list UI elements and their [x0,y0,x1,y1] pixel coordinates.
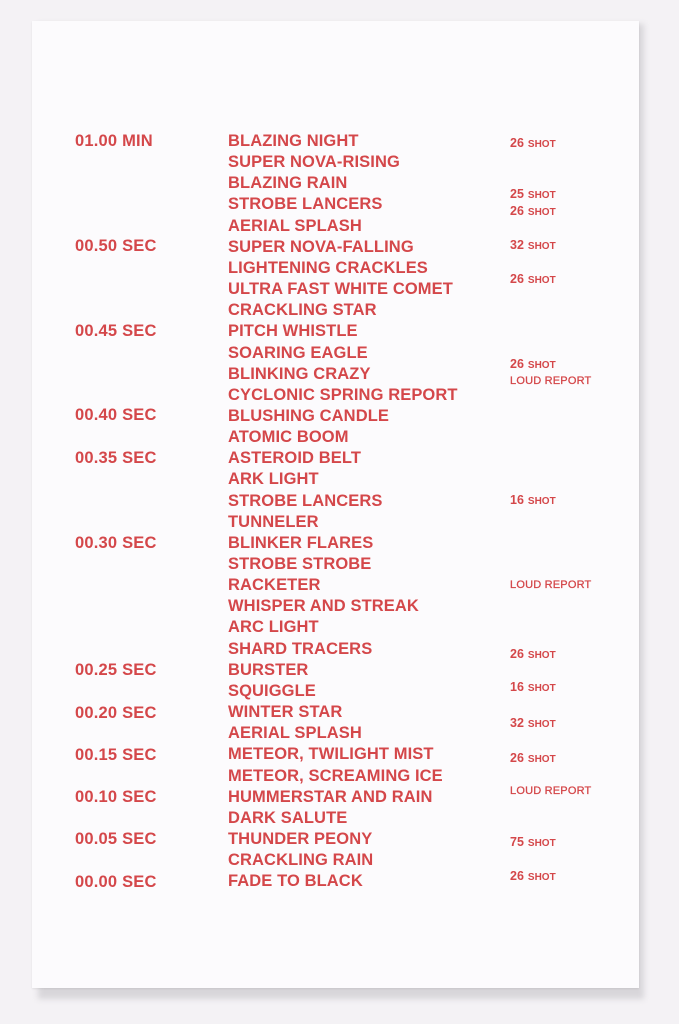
effect-name: DARK SALUTE [228,809,348,827]
shot-count [510,752,556,765]
shot-number: 26 [510,136,524,150]
shot-unit: SHOT [527,719,556,730]
effect-name: SOARING EAGLE [228,344,368,362]
loud-report-note: LOUD REPORT [510,785,592,797]
shot-count [510,870,556,883]
time-label: 00.30 SEC [75,534,157,552]
effect-name: CRACKLING STAR [228,301,377,319]
effect-name: BLAZING NIGHT [228,132,359,150]
shot-number: 26 [510,647,524,661]
effect-name: THUNDER PEONY [228,830,373,848]
shot-count [510,648,556,661]
effect-name: WINTER STAR [228,703,343,721]
shot-unit: SHOT [527,190,556,201]
effect-name: BLINKING CRAZY [228,365,371,383]
shot-number: 75 [510,835,524,849]
effect-name: BLUSHING CANDLE [228,407,389,425]
effect-name: FADE TO BLACK [228,872,363,890]
shot-number: 16 [510,680,524,694]
effect-name: SQUIGGLE [228,682,316,700]
time-label: 00.15 SEC [75,746,157,764]
time-label: 01.00 MIN [75,132,153,150]
shot-number: 25 [510,187,524,201]
shot-count [510,681,556,694]
shot-count [510,494,556,507]
shot-number: 26 [510,357,524,371]
effect-name: SUPER NOVA-FALLING [228,238,414,256]
time-label: 00.45 SEC [75,322,157,340]
effect-name: STROBE LANCERS [228,195,383,213]
time-label: 00.35 SEC [75,449,157,467]
effect-name: ASTEROID BELT [228,449,361,467]
shot-unit: SHOT [527,275,556,286]
shot-count [510,273,556,286]
effect-name: SHARD TRACERS [228,640,373,658]
effect-name: AERIAL SPLASH [228,724,362,742]
effect-name: LIGHTENING CRACKLES [228,259,428,277]
effect-name: METEOR, TWILIGHT MIST [228,745,434,763]
effect-name: BLAZING RAIN [228,174,348,192]
effect-name: BURSTER [228,661,309,679]
time-label: 00.20 SEC [75,704,157,722]
time-label: 00.40 SEC [75,406,157,424]
effect-name: CYCLONIC SPRING REPORT [228,386,458,404]
effect-name: PITCH WHISTLE [228,322,358,340]
effect-name: ARC LIGHT [228,618,319,636]
shot-number: 32 [510,238,524,252]
effect-name: AERIAL SPLASH [228,217,362,235]
shot-number: 26 [510,869,524,883]
effect-name: ARK LIGHT [228,470,319,488]
shot-unit: SHOT [527,650,556,661]
effect-name: TUNNELER [228,513,319,531]
shot-unit: SHOT [527,241,556,252]
shot-count [510,836,556,849]
effect-name: ULTRA FAST WHITE COMET [228,280,453,298]
shot-unit: SHOT [527,360,556,371]
time-label: 00.05 SEC [75,830,157,848]
effect-name: STROBE STROBE [228,555,372,573]
shot-count [510,717,556,730]
effect-name: CRACKLING RAIN [228,851,374,869]
effect-name: STROBE LANCERS [228,492,383,510]
time-label: 00.50 SEC [75,237,157,255]
effect-name: SUPER NOVA-RISING [228,153,400,171]
shot-count [510,137,556,150]
shot-number: 32 [510,716,524,730]
shot-number: 26 [510,272,524,286]
time-label: 00.10 SEC [75,788,157,806]
time-label: 00.25 SEC [75,661,157,679]
effect-name: BLINKER FLARES [228,534,374,552]
effect-name: HUMMERSTAR AND RAIN [228,788,433,806]
shot-unit: SHOT [527,683,556,694]
effect-name: ATOMIC BOOM [228,428,349,446]
loud-report-note: LOUD REPORT [510,579,592,591]
shot-count [510,239,556,252]
shot-number: 26 [510,204,524,218]
time-label: 00.00 SEC [75,873,157,891]
shot-unit: SHOT [527,838,556,849]
effect-name: METEOR, SCREAMING ICE [228,767,443,785]
loud-report-note: LOUD REPORT [510,375,592,387]
shot-count [510,188,556,201]
shot-unit: SHOT [527,872,556,883]
shot-unit: SHOT [527,496,556,507]
shot-count [510,205,556,218]
shot-number: 26 [510,751,524,765]
shot-unit: SHOT [527,139,556,150]
shot-unit: SHOT [527,207,556,218]
shot-unit: SHOT [527,754,556,765]
effect-name: RACKETER [228,576,321,594]
effect-name: WHISPER AND STREAK [228,597,419,615]
shot-count [510,358,556,371]
shot-number: 16 [510,493,524,507]
